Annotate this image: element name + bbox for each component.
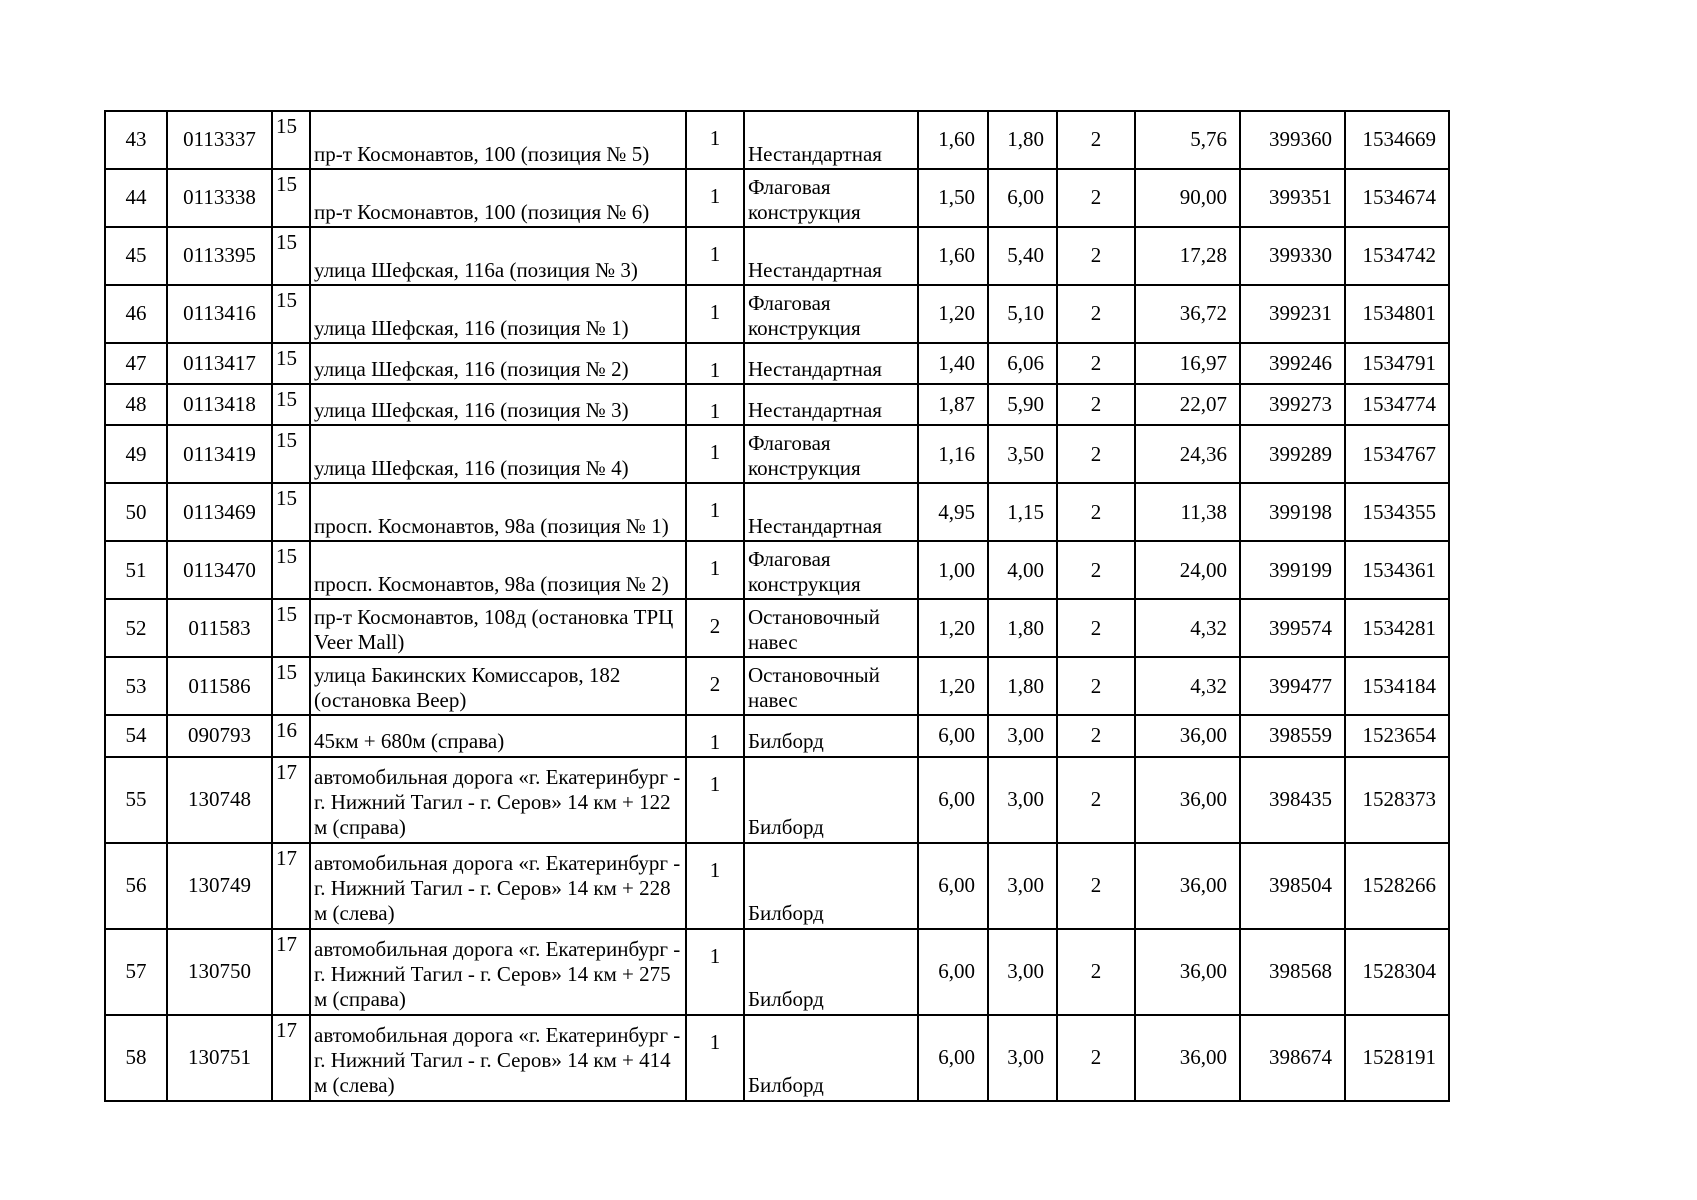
coord-x-cell: 399199 bbox=[1240, 541, 1345, 599]
width-cell: 1,60 bbox=[918, 227, 988, 285]
zone-number: 15 bbox=[272, 227, 310, 285]
quantity-cell: 2 bbox=[686, 657, 744, 715]
placement-code: 0113416 bbox=[167, 285, 272, 343]
zone-number: 17 bbox=[272, 843, 310, 929]
coord-y-cell: 1528304 bbox=[1345, 929, 1449, 1015]
width-cell: 1,16 bbox=[918, 425, 988, 483]
coord-y-cell: 1534767 bbox=[1345, 425, 1449, 483]
sides-cell: 2 bbox=[1057, 227, 1135, 285]
height-cell: 5,40 bbox=[988, 227, 1057, 285]
sides-cell: 2 bbox=[1057, 715, 1135, 756]
width-cell: 1,50 bbox=[918, 169, 988, 227]
table-row bbox=[105, 343, 1449, 384]
sides-cell: 2 bbox=[1057, 285, 1135, 343]
zone-number: 15 bbox=[272, 483, 310, 541]
coord-x-cell: 398568 bbox=[1240, 929, 1345, 1015]
area-cell: 36,00 bbox=[1135, 929, 1240, 1015]
zone-number: 15 bbox=[272, 111, 310, 169]
construction-type-cell: Нестандартная bbox=[744, 227, 918, 285]
sides-cell: 2 bbox=[1057, 343, 1135, 384]
width-cell: 1,20 bbox=[918, 599, 988, 657]
zone-number: 15 bbox=[272, 425, 310, 483]
construction-type-cell: Остановочный навес bbox=[744, 657, 918, 715]
placement-code: 0113470 bbox=[167, 541, 272, 599]
coord-x-cell: 398435 bbox=[1240, 757, 1345, 843]
construction-type-cell: Флаговая конструкция bbox=[744, 425, 918, 483]
table-row bbox=[105, 384, 1449, 425]
row-number: 52 bbox=[105, 599, 167, 657]
placement-code: 130750 bbox=[167, 929, 272, 1015]
zone-number: 15 bbox=[272, 169, 310, 227]
placement-code: 130749 bbox=[167, 843, 272, 929]
placement-code: 0113395 bbox=[167, 227, 272, 285]
quantity-cell: 1 bbox=[686, 1015, 744, 1101]
height-cell: 1,15 bbox=[988, 483, 1057, 541]
construction-type-cell: Нестандартная bbox=[744, 384, 918, 425]
table-row bbox=[105, 599, 1449, 657]
quantity-cell: 1 bbox=[686, 285, 744, 343]
zone-number: 17 bbox=[272, 1015, 310, 1101]
area-cell: 36,00 bbox=[1135, 843, 1240, 929]
coord-y-cell: 1534281 bbox=[1345, 599, 1449, 657]
height-cell: 5,90 bbox=[988, 384, 1057, 425]
area-cell: 36,00 bbox=[1135, 715, 1240, 756]
coord-x-cell: 398559 bbox=[1240, 715, 1345, 756]
row-number: 55 bbox=[105, 757, 167, 843]
address-cell: автомобильная дорога «г. Екатеринбург - г. Нижний Тагил - г. Серов» 14 км + 275 м (справа) bbox=[310, 929, 686, 1015]
coord-x-cell: 399574 bbox=[1240, 599, 1345, 657]
construction-type-cell: Билборд bbox=[744, 1015, 918, 1101]
coord-y-cell: 1534801 bbox=[1345, 285, 1449, 343]
table-row bbox=[105, 483, 1449, 541]
zone-number: 16 bbox=[272, 715, 310, 756]
sides-cell: 2 bbox=[1057, 111, 1135, 169]
placement-code: 0113338 bbox=[167, 169, 272, 227]
placement-code: 0113417 bbox=[167, 343, 272, 384]
coord-x-cell: 399289 bbox=[1240, 425, 1345, 483]
address-cell: автомобильная дорога «г. Екатеринбург - г. Нижний Тагил - г. Серов» 14 км + 122 м (справа) bbox=[310, 757, 686, 843]
height-cell: 3,00 bbox=[988, 757, 1057, 843]
construction-type-cell: Билборд bbox=[744, 843, 918, 929]
table-row bbox=[105, 757, 1449, 843]
width-cell: 6,00 bbox=[918, 843, 988, 929]
construction-type-cell: Нестандартная bbox=[744, 483, 918, 541]
address-cell: 45км + 680м (справа) bbox=[310, 715, 686, 756]
sides-cell: 2 bbox=[1057, 384, 1135, 425]
table-row bbox=[105, 715, 1449, 756]
table-row bbox=[105, 1015, 1449, 1101]
address-cell: улица Шефская, 116 (позиция № 1) bbox=[310, 285, 686, 343]
area-cell: 11,38 bbox=[1135, 483, 1240, 541]
width-cell: 1,20 bbox=[918, 285, 988, 343]
sides-cell: 2 bbox=[1057, 843, 1135, 929]
coord-y-cell: 1534361 bbox=[1345, 541, 1449, 599]
placement-code: 0113419 bbox=[167, 425, 272, 483]
coord-y-cell: 1534355 bbox=[1345, 483, 1449, 541]
address-cell: пр-т Космонавтов, 108д (остановка ТРЦ Veer Mall) bbox=[310, 599, 686, 657]
coord-y-cell: 1534184 bbox=[1345, 657, 1449, 715]
quantity-cell: 1 bbox=[686, 843, 744, 929]
placement-code: 011583 bbox=[167, 599, 272, 657]
table-row bbox=[105, 227, 1449, 285]
height-cell: 3,00 bbox=[988, 715, 1057, 756]
address-cell: улица Шефская, 116 (позиция № 3) bbox=[310, 384, 686, 425]
row-number: 50 bbox=[105, 483, 167, 541]
sides-cell: 2 bbox=[1057, 425, 1135, 483]
placements-table bbox=[104, 110, 1450, 1102]
row-number: 46 bbox=[105, 285, 167, 343]
quantity-cell: 1 bbox=[686, 929, 744, 1015]
area-cell: 24,36 bbox=[1135, 425, 1240, 483]
table-row bbox=[105, 929, 1449, 1015]
coord-x-cell: 398504 bbox=[1240, 843, 1345, 929]
construction-type-cell: Билборд bbox=[744, 715, 918, 756]
quantity-cell: 1 bbox=[686, 483, 744, 541]
row-number: 53 bbox=[105, 657, 167, 715]
area-cell: 4,32 bbox=[1135, 599, 1240, 657]
quantity-cell: 1 bbox=[686, 343, 744, 384]
table-row bbox=[105, 285, 1449, 343]
coord-y-cell: 1534674 bbox=[1345, 169, 1449, 227]
table-row bbox=[105, 843, 1449, 929]
row-number: 45 bbox=[105, 227, 167, 285]
address-cell: автомобильная дорога «г. Екатеринбург - г. Нижний Тагил - г. Серов» 14 км + 228 м (слева) bbox=[310, 843, 686, 929]
height-cell: 3,00 bbox=[988, 1015, 1057, 1101]
table-body bbox=[105, 111, 1449, 1101]
zone-number: 15 bbox=[272, 384, 310, 425]
coord-y-cell: 1534742 bbox=[1345, 227, 1449, 285]
height-cell: 3,00 bbox=[988, 843, 1057, 929]
zone-number: 15 bbox=[272, 343, 310, 384]
construction-type-cell: Остановочный навес bbox=[744, 599, 918, 657]
placement-code: 0113418 bbox=[167, 384, 272, 425]
coord-x-cell: 399360 bbox=[1240, 111, 1345, 169]
coord-y-cell: 1534774 bbox=[1345, 384, 1449, 425]
sides-cell: 2 bbox=[1057, 657, 1135, 715]
area-cell: 90,00 bbox=[1135, 169, 1240, 227]
zone-number: 15 bbox=[272, 541, 310, 599]
area-cell: 22,07 bbox=[1135, 384, 1240, 425]
coord-x-cell: 399273 bbox=[1240, 384, 1345, 425]
coord-x-cell: 399351 bbox=[1240, 169, 1345, 227]
row-number: 43 bbox=[105, 111, 167, 169]
area-cell: 24,00 bbox=[1135, 541, 1240, 599]
sides-cell: 2 bbox=[1057, 757, 1135, 843]
area-cell: 5,76 bbox=[1135, 111, 1240, 169]
table-row bbox=[105, 425, 1449, 483]
row-number: 44 bbox=[105, 169, 167, 227]
address-cell: улица Шефская, 116 (позиция № 4) bbox=[310, 425, 686, 483]
quantity-cell: 1 bbox=[686, 169, 744, 227]
height-cell: 6,06 bbox=[988, 343, 1057, 384]
quantity-cell: 1 bbox=[686, 111, 744, 169]
coord-x-cell: 398674 bbox=[1240, 1015, 1345, 1101]
address-cell: пр-т Космонавтов, 100 (позиция № 6) bbox=[310, 169, 686, 227]
quantity-cell: 1 bbox=[686, 541, 744, 599]
area-cell: 16,97 bbox=[1135, 343, 1240, 384]
sides-cell: 2 bbox=[1057, 483, 1135, 541]
construction-type-cell: Нестандартная bbox=[744, 343, 918, 384]
row-number: 58 bbox=[105, 1015, 167, 1101]
coord-y-cell: 1534669 bbox=[1345, 111, 1449, 169]
sides-cell: 2 bbox=[1057, 169, 1135, 227]
width-cell: 1,87 bbox=[918, 384, 988, 425]
sides-cell: 2 bbox=[1057, 929, 1135, 1015]
height-cell: 6,00 bbox=[988, 169, 1057, 227]
construction-type-cell: Флаговая конструкция bbox=[744, 169, 918, 227]
coord-x-cell: 399231 bbox=[1240, 285, 1345, 343]
quantity-cell: 1 bbox=[686, 715, 744, 756]
width-cell: 1,00 bbox=[918, 541, 988, 599]
row-number: 47 bbox=[105, 343, 167, 384]
table-row bbox=[105, 657, 1449, 715]
placement-code: 130751 bbox=[167, 1015, 272, 1101]
width-cell: 4,95 bbox=[918, 483, 988, 541]
placement-code: 0113469 bbox=[167, 483, 272, 541]
table-row bbox=[105, 169, 1449, 227]
row-number: 54 bbox=[105, 715, 167, 756]
width-cell: 6,00 bbox=[918, 757, 988, 843]
coord-y-cell: 1528373 bbox=[1345, 757, 1449, 843]
height-cell: 4,00 bbox=[988, 541, 1057, 599]
coord-y-cell: 1534791 bbox=[1345, 343, 1449, 384]
quantity-cell: 1 bbox=[686, 227, 744, 285]
coord-x-cell: 399198 bbox=[1240, 483, 1345, 541]
zone-number: 15 bbox=[272, 657, 310, 715]
zone-number: 17 bbox=[272, 757, 310, 843]
coord-y-cell: 1528191 bbox=[1345, 1015, 1449, 1101]
width-cell: 1,60 bbox=[918, 111, 988, 169]
height-cell: 1,80 bbox=[988, 657, 1057, 715]
height-cell: 1,80 bbox=[988, 599, 1057, 657]
row-number: 49 bbox=[105, 425, 167, 483]
row-number: 57 bbox=[105, 929, 167, 1015]
height-cell: 3,00 bbox=[988, 929, 1057, 1015]
placement-code: 090793 bbox=[167, 715, 272, 756]
construction-type-cell: Билборд bbox=[744, 757, 918, 843]
row-number: 48 bbox=[105, 384, 167, 425]
width-cell: 6,00 bbox=[918, 929, 988, 1015]
quantity-cell: 1 bbox=[686, 425, 744, 483]
height-cell: 3,50 bbox=[988, 425, 1057, 483]
table-row bbox=[105, 541, 1449, 599]
address-cell: просп. Космонавтов, 98а (позиция № 1) bbox=[310, 483, 686, 541]
table-row bbox=[105, 111, 1449, 169]
zone-number: 15 bbox=[272, 285, 310, 343]
address-cell: просп. Космонавтов, 98а (позиция № 2) bbox=[310, 541, 686, 599]
construction-type-cell: Флаговая конструкция bbox=[744, 541, 918, 599]
construction-type-cell: Нестандартная bbox=[744, 111, 918, 169]
construction-type-cell: Билборд bbox=[744, 929, 918, 1015]
width-cell: 1,40 bbox=[918, 343, 988, 384]
coord-x-cell: 399477 bbox=[1240, 657, 1345, 715]
area-cell: 36,00 bbox=[1135, 1015, 1240, 1101]
area-cell: 36,72 bbox=[1135, 285, 1240, 343]
address-cell: пр-т Космонавтов, 100 (позиция № 5) bbox=[310, 111, 686, 169]
height-cell: 1,80 bbox=[988, 111, 1057, 169]
address-cell: улица Шефская, 116а (позиция № 3) bbox=[310, 227, 686, 285]
quantity-cell: 1 bbox=[686, 757, 744, 843]
width-cell: 6,00 bbox=[918, 715, 988, 756]
construction-type-cell: Флаговая конструкция bbox=[744, 285, 918, 343]
area-cell: 17,28 bbox=[1135, 227, 1240, 285]
placement-code: 0113337 bbox=[167, 111, 272, 169]
height-cell: 5,10 bbox=[988, 285, 1057, 343]
address-cell: улица Бакинских Комиссаров, 182 (остановка Веер) bbox=[310, 657, 686, 715]
sides-cell: 2 bbox=[1057, 541, 1135, 599]
row-number: 56 bbox=[105, 843, 167, 929]
width-cell: 1,20 bbox=[918, 657, 988, 715]
sides-cell: 2 bbox=[1057, 599, 1135, 657]
width-cell: 6,00 bbox=[918, 1015, 988, 1101]
sides-cell: 2 bbox=[1057, 1015, 1135, 1101]
placement-code: 130748 bbox=[167, 757, 272, 843]
coord-x-cell: 399246 bbox=[1240, 343, 1345, 384]
row-number: 51 bbox=[105, 541, 167, 599]
coord-y-cell: 1528266 bbox=[1345, 843, 1449, 929]
area-cell: 4,32 bbox=[1135, 657, 1240, 715]
address-cell: улица Шефская, 116 (позиция № 2) bbox=[310, 343, 686, 384]
area-cell: 36,00 bbox=[1135, 757, 1240, 843]
placement-code: 011586 bbox=[167, 657, 272, 715]
quantity-cell: 2 bbox=[686, 599, 744, 657]
address-cell: автомобильная дорога «г. Екатеринбург - г. Нижний Тагил - г. Серов» 14 км + 414 м (слева) bbox=[310, 1015, 686, 1101]
quantity-cell: 1 bbox=[686, 384, 744, 425]
zone-number: 15 bbox=[272, 599, 310, 657]
zone-number: 17 bbox=[272, 929, 310, 1015]
coord-y-cell: 1523654 bbox=[1345, 715, 1449, 756]
coord-x-cell: 399330 bbox=[1240, 227, 1345, 285]
